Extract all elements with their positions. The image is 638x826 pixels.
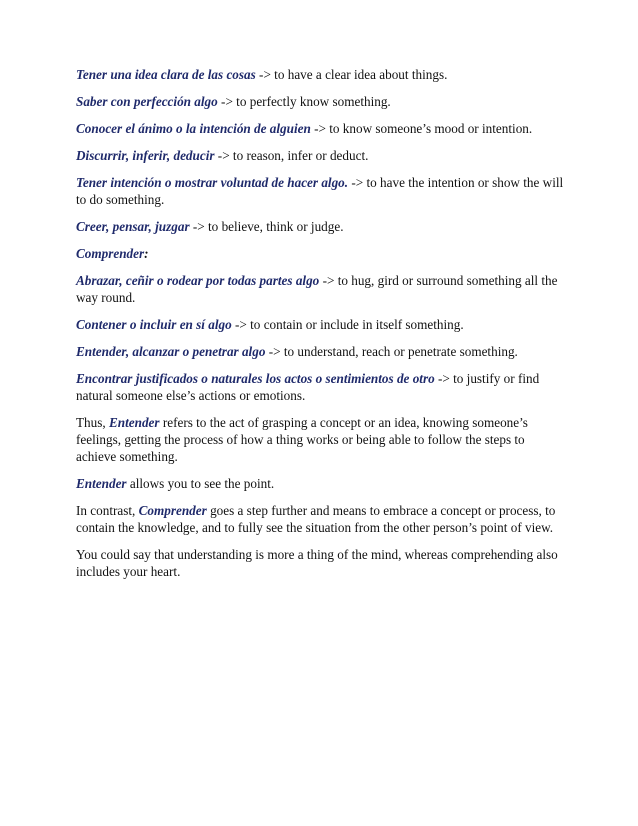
- summary-paragraph-2: [76, 475, 566, 492]
- spanish-term: Entender, alcanzar o penetrar algo: [76, 344, 266, 359]
- english-definition: -> to justify or find natural someone else’s actions or emotions.: [76, 371, 540, 403]
- summary-text: allows you to see the point.: [126, 476, 275, 491]
- heading-colon: :: [144, 246, 149, 261]
- spanish-term: Saber con perfección algo: [76, 94, 218, 109]
- comprender-entry-1: [76, 272, 566, 306]
- definition-entry-6: [76, 218, 566, 235]
- english-definition: -> to have a clear idea about things.: [255, 67, 448, 82]
- spanish-term: Discurrir, inferir, deducir: [76, 148, 215, 163]
- document-body: [76, 66, 566, 590]
- definition-entry-2: [76, 93, 566, 110]
- summary-paragraph-1: [76, 414, 566, 465]
- definition-entry-1: [76, 66, 566, 83]
- spanish-term: Tener una idea clara de las cosas: [76, 67, 256, 82]
- comprender-entry-3: [76, 343, 566, 360]
- spanish-term: Contener o incluir en sí algo: [76, 317, 232, 332]
- english-definition: -> to hug, gird or surround something all the way round.: [76, 273, 558, 305]
- spanish-term: Tener intención o mostrar voluntad de hacer algo.: [76, 175, 349, 190]
- english-definition: -> to contain or include in itself something.: [231, 317, 464, 332]
- spanish-term: Creer, pensar, juzgar: [76, 219, 190, 234]
- summary-text: refers to the act of grasping a concept or an idea, knowing someone’s feelings, getting the process of how a thing works or being able to follow the steps to achieve something.: [76, 415, 528, 464]
- summary-text: goes a step further and means to embrace a concept or process, to contain the knowledge, and to fully see the situation from the other person’s point of view.: [76, 503, 556, 535]
- summary-term: Comprender: [138, 503, 207, 518]
- spanish-term: Abrazar, ceñir o rodear por todas partes algo: [76, 273, 320, 288]
- summary-paragraph-3: [76, 502, 566, 536]
- spanish-term: Encontrar justificados o naturales los actos o sentimientos de otro: [76, 371, 435, 386]
- comprender-entry-2: [76, 316, 566, 333]
- summary-term: Entender: [108, 415, 160, 430]
- english-definition: -> to perfectly know something.: [217, 94, 391, 109]
- comprender-heading: [76, 245, 566, 262]
- definition-entry-4: [76, 147, 566, 164]
- english-definition: -> to believe, think or judge.: [189, 219, 344, 234]
- summary-paragraph-4: [76, 546, 566, 580]
- spanish-term: Conocer el ánimo o la intención de alguien: [76, 121, 311, 136]
- comprender-entry-4: [76, 370, 566, 404]
- summary-text: You could say that understanding is more a thing of the mind, whereas comprehending also includes your heart.: [76, 547, 558, 579]
- summary-lead: Thus,: [76, 415, 109, 430]
- english-definition: -> to reason, infer or deduct.: [214, 148, 369, 163]
- english-definition: -> to understand, reach or penetrate something.: [265, 344, 518, 359]
- summary-term: Entender: [76, 476, 127, 491]
- english-definition: -> to have the intention or show the will to do something.: [76, 175, 564, 207]
- english-definition: -> to know someone’s mood or intention.: [310, 121, 533, 136]
- definition-entry-5: [76, 174, 566, 208]
- heading-term: Comprender: [76, 246, 145, 261]
- definition-entry-3: [76, 120, 566, 137]
- summary-lead: In contrast,: [76, 503, 139, 518]
